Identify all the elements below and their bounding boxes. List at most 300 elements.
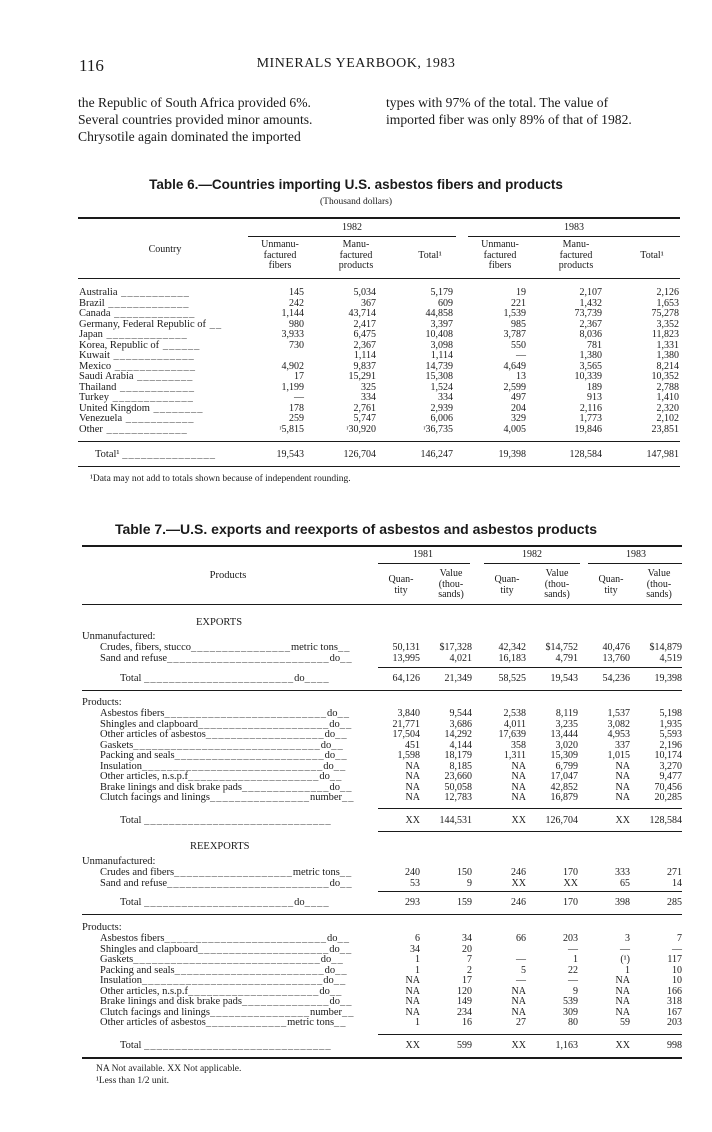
table-cell: 14	[672, 877, 682, 889]
table-cell: 609	[438, 297, 453, 309]
text-line: the Republic of South Africa provided 6%.	[78, 95, 311, 110]
table-cell: 318	[667, 996, 682, 1007]
table-cell: ʳ30,920	[346, 423, 376, 435]
table7-item-name: Other articles of asbestos	[100, 1017, 206, 1028]
table-cell: 1	[415, 1017, 420, 1028]
table7-item-name: Sand and refuse	[100, 877, 168, 889]
table-cell: 1,331	[656, 339, 679, 351]
table-cell: 27	[516, 1017, 526, 1028]
table-cell: 3,840	[397, 708, 420, 719]
table6-col-manu-1982: Manu- factured products	[338, 239, 374, 271]
table-cell: 5,593	[659, 729, 682, 740]
table-cell: 913	[587, 392, 602, 403]
table6-total-cell: 146,247	[420, 449, 453, 460]
table7-col-v1981	[428, 643, 472, 664]
table6-year-1983: 1983	[564, 222, 584, 233]
table-cell: 16,879	[550, 792, 578, 803]
table7-col-value: Value (thou- sands)	[438, 568, 464, 600]
table7-item-name: Brake linings and disk brake pads	[100, 996, 243, 1007]
table-cell: 329	[511, 413, 526, 424]
table-cell: 2,196	[659, 739, 682, 751]
intro-right-column	[386, 94, 686, 128]
table-cell: 20	[462, 943, 472, 955]
table6-country-row: Korea, Republic of ______	[79, 339, 201, 351]
table-cell: 13	[516, 371, 526, 382]
table-cell: $14,752	[545, 642, 578, 653]
table-cell: 2,788	[656, 381, 679, 393]
table7-col-quantity: Quan- tity	[388, 574, 414, 596]
table7-section-rule	[82, 690, 682, 691]
table-cell: —	[516, 954, 526, 965]
table-cell: 2,417	[353, 318, 376, 330]
table-cell: 1,380	[579, 350, 602, 361]
table7-item-unit: do	[329, 943, 340, 955]
table7-total-cell: 159	[457, 897, 472, 908]
table7-item-name: Asbestos fibers	[100, 933, 165, 944]
table7-item-unit: do	[329, 652, 341, 664]
table-cell: 1,380	[656, 350, 679, 361]
table6-country-name: Venezuela	[79, 413, 123, 424]
table7-reexports-unm-total-label: Total ________________________do____	[120, 897, 330, 908]
table7-subtotal-rule	[378, 831, 682, 832]
table7-col-q1981	[382, 709, 420, 804]
table-cell: 17	[294, 371, 304, 382]
table7-col-value: Value (thou- sands)	[646, 568, 672, 600]
table-cell: 4,791	[555, 652, 578, 664]
table-cell: 781	[587, 339, 602, 351]
table-cell: 10,339	[574, 371, 602, 382]
table-cell: NA	[405, 771, 420, 782]
table-cell: 9	[573, 985, 578, 997]
table-cell: 4,005	[503, 423, 526, 435]
table7-exports-products-items	[100, 709, 355, 804]
table-cell: 1,935	[659, 718, 682, 730]
table-cell: 980	[289, 318, 304, 330]
table7-item-name: Gaskets	[100, 739, 134, 751]
table-cell: 23,660	[444, 771, 472, 782]
table-cell: 14,292	[444, 729, 472, 740]
table-cell: 149	[457, 996, 472, 1007]
table-cell: 246	[511, 867, 526, 878]
table-cell: 15,308	[425, 371, 453, 382]
page-number: 116	[79, 56, 104, 75]
table7-subtotal-rule	[378, 1034, 682, 1035]
table7-item-name: Asbestos fibers	[100, 708, 165, 719]
table7-total-cell: XX	[511, 815, 526, 826]
table7-col-v1981	[428, 934, 472, 1029]
table-cell: 178	[289, 402, 304, 414]
table6-country-row: Kuwait _____________	[79, 350, 195, 361]
table-cell: 2	[467, 964, 472, 976]
table6-total-1982-column	[400, 288, 453, 435]
table-cell: 3,270	[659, 760, 682, 772]
table6-country-name: Kuwait	[79, 350, 110, 361]
table7-year-1983: 1983	[626, 549, 646, 560]
table-cell: 309	[563, 1006, 578, 1018]
table-cell: 242	[289, 297, 304, 309]
text-line: imported fiber was only 89% of that of 1982.	[386, 112, 632, 127]
table7-total-cell: 246	[511, 897, 526, 908]
table6-country-row: Thailand ____________	[79, 381, 195, 393]
table7-exports-prod-total-label: Total ______________________________	[120, 815, 332, 826]
table-cell: NA	[405, 985, 420, 997]
table7-item-row: Sand and refuse__________________________do__	[100, 877, 353, 889]
table7-col-v1983	[638, 934, 682, 1029]
table-cell: NA	[511, 996, 526, 1007]
table-cell: —	[516, 350, 526, 361]
table7-item-name: Crudes and fibers	[100, 867, 175, 878]
table-cell: 150	[457, 867, 472, 878]
table-cell: 34	[410, 943, 420, 955]
table-cell: 40,476	[602, 642, 630, 653]
table7-col-v1983	[638, 643, 682, 664]
table-cell: 13,444	[550, 729, 578, 740]
table7-year-rule	[484, 563, 580, 564]
table-cell: NA	[511, 1006, 526, 1018]
table-cell: 3,020	[555, 739, 578, 751]
table-cell: 16	[462, 1017, 472, 1028]
table7-total-cell: 1,163	[555, 1040, 578, 1051]
table6-total-cell: 147,981	[646, 449, 679, 460]
table7-subtotal-rule	[378, 808, 682, 809]
table-cell: 6,475	[353, 329, 376, 340]
table7-total-cell: 21,349	[444, 673, 472, 684]
table-cell: 6,799	[555, 760, 578, 772]
table6-country-name: Turkey	[79, 392, 109, 403]
table-cell: 221	[511, 297, 526, 309]
table7-total-cell: 64,126	[392, 673, 420, 684]
table-cell: 6	[415, 933, 420, 944]
table7-item-name: Insulation	[100, 975, 142, 986]
table-cell: NA	[511, 781, 526, 793]
table7-item-unit: do	[329, 718, 340, 730]
table7-item-row: Shingles and clapboard_____________________do__	[100, 718, 353, 730]
table7-item-row: Crudes, fibers, stucco________________metric tons__	[100, 642, 351, 653]
table-cell: 10	[672, 975, 682, 986]
table-cell: 66	[516, 933, 526, 944]
table7-item-unit: do	[319, 771, 330, 782]
table-cell: —	[516, 975, 526, 986]
table7-col-quantity: Quan- tity	[494, 574, 520, 596]
table-cell: 5,198	[659, 708, 682, 719]
table-cell: 75,278	[651, 308, 679, 319]
table7-item-name: Shingles and clapboard	[100, 943, 198, 955]
table7-item-name: Sand and refuse	[100, 652, 168, 664]
table-cell: 6,006	[430, 413, 453, 424]
table6-total-label: Total¹ _______________	[95, 449, 216, 460]
table7-item-row: Other articles, n.s.p.f_____________________do__	[100, 771, 343, 782]
table6-country-row: Canada _____________	[79, 308, 196, 319]
table7-reexports-prod-total-label: Total ______________________________	[120, 1040, 332, 1051]
table6-country-row: Germany, Federal Republic of __	[79, 318, 223, 330]
table-cell: 3,686	[449, 718, 472, 730]
table-cell: —	[568, 975, 578, 986]
table-cell: 117	[667, 954, 682, 965]
table7-reexports-unmanufactured-items	[100, 868, 353, 889]
table-cell: 3,352	[656, 318, 679, 330]
table7-item-unit: metric tons	[290, 642, 338, 653]
table-cell: 1,773	[579, 413, 602, 424]
table7-col-v1983	[638, 709, 682, 804]
table6-top-rule	[78, 217, 680, 219]
table7-year-1982: 1982	[522, 549, 542, 560]
table-cell: 3,933	[281, 329, 304, 340]
table7-total-cell: 293	[405, 897, 420, 908]
table-cell: NA	[405, 781, 420, 793]
table-cell: 15,291	[348, 371, 376, 382]
table7-item-unit: do	[323, 760, 334, 772]
table-cell: 3	[625, 933, 630, 944]
table-cell: 2,102	[656, 413, 679, 424]
table-cell: 9,544	[449, 708, 472, 719]
table-cell: 333	[615, 867, 630, 878]
table7-total-cell: 54,236	[602, 673, 630, 684]
table6-country-name: Saudi Arabia	[79, 371, 134, 382]
table7-total-cell: 170	[563, 897, 578, 908]
table-cell: 8,214	[656, 360, 679, 372]
table6-title: Table 6.—Countries importing U.S. asbestos fibers and products	[149, 177, 563, 192]
table7-total-cell: XX	[405, 815, 420, 826]
table6-total-rule	[78, 441, 680, 442]
table-cell: 50,131	[392, 642, 420, 653]
table-cell: 10	[672, 964, 682, 976]
table-cell: 203	[563, 933, 578, 944]
table7-total-cell: 599	[457, 1040, 472, 1051]
table-cell: 5,179	[430, 287, 453, 298]
table7-total-cell: XX	[615, 1040, 630, 1051]
table-cell: —	[568, 943, 578, 955]
table6-country-row: Venezuela ___________	[79, 413, 195, 424]
table7-total-cell: 398	[615, 897, 630, 908]
table7-item-row: Other articles, n.s.p.f_____________________do__	[100, 985, 343, 997]
table-cell: 271	[667, 867, 682, 878]
table-cell: 17,639	[498, 729, 526, 740]
table7-item-name: Crudes, fibers, stucco	[100, 642, 191, 653]
table-cell: 50,058	[444, 781, 472, 793]
table7-col-q1982	[486, 934, 526, 1029]
table-cell: 2,538	[503, 708, 526, 719]
table-cell: NA	[405, 760, 420, 772]
table7-item-row: Other articles of asbestos___________________do__	[100, 729, 348, 740]
table7-unmanufactured-label: Unmanufactured:	[82, 631, 156, 642]
table-cell	[248, 351, 304, 362]
table-cell: XX	[563, 877, 578, 889]
table-cell: 1	[573, 954, 578, 965]
table7-bottom-rule	[82, 1057, 682, 1059]
table6-year-rule	[248, 236, 456, 237]
table7-item-row: Clutch facings and linings________________number__	[100, 792, 355, 803]
table7-col-q1982	[486, 643, 526, 664]
table6-country-name: Brazil	[79, 297, 105, 309]
table7-products-label: Products:	[82, 922, 122, 933]
table-cell: 334	[361, 392, 376, 403]
table7-total-cell: 144,531	[439, 815, 472, 826]
table6-total-cell: 126,704	[343, 449, 376, 460]
table-cell: 42,852	[550, 781, 578, 793]
table-cell: NA	[615, 1006, 630, 1018]
table6-total-cell: 128,584	[569, 449, 602, 460]
table7-col-v1981	[428, 868, 472, 889]
table-cell: 34	[462, 933, 472, 944]
table-cell: 9,837	[353, 360, 376, 372]
table6-bottom-rule	[78, 466, 680, 467]
table7-year-rule	[378, 563, 470, 564]
table6-year-rule	[468, 236, 680, 237]
table-cell: NA	[511, 771, 526, 782]
table7-total-cell: XX	[615, 815, 630, 826]
table-cell: 730	[289, 339, 304, 351]
table-cell: 10,408	[425, 329, 453, 340]
table7-subtotal-rule	[378, 891, 682, 892]
table7-col-v1982	[534, 643, 578, 664]
table7-item-unit: do	[320, 954, 332, 965]
table7-note-na-xx: NA Not available. XX Not applicable.	[96, 1064, 242, 1074]
table-cell: NA	[405, 1006, 420, 1018]
table-cell: 451	[405, 739, 420, 751]
table6-country-name: Canada	[79, 308, 111, 319]
table7-item-unit: do	[329, 996, 341, 1007]
table7-col-v1982	[534, 868, 578, 889]
table6-country-name: Other	[79, 423, 103, 435]
table-cell: ʳ5,815	[279, 423, 304, 435]
table7-item-row: Insulation_____________________________do__	[100, 760, 347, 772]
table-cell: 22	[568, 964, 578, 976]
table-cell: 259	[289, 413, 304, 424]
table-cell: 203	[667, 1017, 682, 1028]
table6-country-row: Mexico _____________	[79, 360, 196, 372]
table7-item-row: Shingles and clapboard_____________________do__	[100, 943, 353, 955]
table7-item-name: Other articles, n.s.p.f	[100, 771, 189, 782]
table6-total-1983-column	[620, 288, 679, 435]
table-cell: 4,649	[503, 360, 526, 372]
table-cell: 550	[511, 339, 526, 351]
table7-col-q1981	[382, 934, 420, 1029]
table-cell: 1,199	[281, 381, 304, 393]
table7-col-value: Value (thou- sands)	[544, 568, 570, 600]
table7-subtotal-rule	[378, 667, 682, 668]
table-cell: 234	[457, 1006, 472, 1018]
table6-country-row: Brazil _____________	[79, 297, 190, 309]
table7-reexports-products-items	[100, 934, 355, 1029]
table-cell: 43,714	[348, 308, 376, 319]
table-cell: XX	[511, 877, 526, 889]
table-cell: 70,456	[654, 781, 682, 793]
table6-col-unmanu-1983: Unmanu- factured fibers	[481, 239, 519, 271]
table7-exports-unm-total-label: Total ________________________do____	[120, 673, 330, 684]
table6-col-total-1983: Total¹	[640, 250, 664, 261]
table-cell: 3,235	[555, 718, 578, 730]
table7-item-name: Packing and seals	[100, 750, 175, 761]
table-cell: 10,352	[651, 371, 679, 382]
table-cell: 4,021	[449, 652, 472, 664]
table7-item-row: Packing and seals________________________do__	[100, 964, 348, 976]
table6-total-cell: 19,543	[276, 449, 304, 460]
table7-item-row: Asbestos fibers__________________________do__	[100, 708, 350, 719]
table6-country-row: Saudi Arabia _________	[79, 371, 194, 382]
table-cell: 1,539	[503, 308, 526, 319]
text-line: Several countries provided minor amounts.	[78, 112, 313, 127]
table7-col-q1983	[590, 643, 630, 664]
table-cell: 20,285	[654, 792, 682, 803]
table7-total-cell: 998	[667, 1040, 682, 1051]
table-cell: 358	[511, 739, 526, 751]
table7-col-v1982	[534, 934, 578, 1029]
table6-country-name: United Kingdom	[79, 402, 150, 414]
table-cell: NA	[615, 760, 630, 772]
table7-item-unit: do	[324, 729, 336, 740]
table-cell: 1,598	[397, 750, 420, 761]
table6-col-unmanu-1982: Unmanu- factured fibers	[261, 239, 299, 271]
table-cell: NA	[511, 760, 526, 772]
table-cell: 985	[511, 318, 526, 330]
table-cell: 170	[563, 867, 578, 878]
table-cell: 1,015	[607, 750, 630, 761]
table7-item-row: Insulation_____________________________do__	[100, 975, 347, 986]
table6-unmanu-1983-column	[470, 288, 526, 435]
table-cell: 53	[410, 877, 420, 889]
table-cell: 3,082	[607, 718, 630, 730]
table7-col-products: Products	[209, 570, 247, 581]
table-cell: NA	[405, 996, 420, 1007]
table7-item-unit: metric tons	[292, 867, 340, 878]
table-cell: ʳ36,735	[423, 423, 453, 435]
table-cell: 3,098	[430, 339, 453, 351]
table-cell: 2,320	[656, 402, 679, 414]
table7-item-row: Brake linings and disk brake pads______________do__	[100, 996, 353, 1007]
table-cell: 19,846	[574, 423, 602, 435]
table-cell: 4,953	[607, 729, 630, 740]
table7-item-unit: do	[329, 781, 341, 793]
table7-item-row: Gaskets______________________________do__	[100, 739, 344, 751]
table7-item-row: Crudes and fibers___________________metric tons__	[100, 867, 353, 878]
table6-col-total-1982: Total¹	[418, 250, 442, 261]
table-cell: 19	[516, 287, 526, 298]
table-cell: 16,183	[498, 652, 526, 664]
table-cell: 189	[587, 381, 602, 393]
table6-year-1982: 1982	[342, 222, 362, 233]
table7-reexports-heading: REEXPORTS	[190, 841, 250, 852]
table6-country-row: Turkey _____________	[79, 392, 194, 403]
table7-products-label: Products:	[82, 697, 122, 708]
table6-country-column	[79, 288, 222, 435]
table-cell: 240	[405, 867, 420, 878]
table7-item-name: Clutch facings and linings	[100, 792, 210, 803]
table7-total-cell: 19,398	[654, 673, 682, 684]
table7-total-cell: 126,704	[545, 815, 578, 826]
table-cell: 44,858	[425, 308, 453, 319]
table-cell: NA	[615, 781, 630, 793]
table7-col-v1982	[534, 709, 578, 804]
table-cell: 2,939	[430, 402, 453, 414]
table7-col-q1982	[486, 709, 526, 804]
table6-footnote: ¹Data may not add to totals shown because of independent rounding.	[90, 474, 351, 484]
table-cell: 42,342	[498, 642, 526, 653]
table-cell: 1,524	[430, 381, 453, 393]
table7-item-row: Sand and refuse__________________________do__	[100, 652, 353, 664]
table-cell: 120	[457, 985, 472, 997]
table7-year-rule	[588, 563, 682, 564]
table-cell: $14,879	[649, 642, 682, 653]
running-title: MINERALS YEARBOOK, 1983	[256, 56, 456, 71]
table-cell: 4,519	[659, 652, 682, 664]
table7-item-row: Gaskets______________________________do__	[100, 954, 344, 965]
table-cell: 14,739	[425, 360, 453, 372]
table7-header-rule	[82, 604, 682, 605]
table-cell: 3,787	[503, 329, 526, 340]
table-cell: —	[620, 943, 630, 955]
table-cell: 1	[415, 954, 420, 965]
table-cell: 367	[361, 297, 376, 309]
